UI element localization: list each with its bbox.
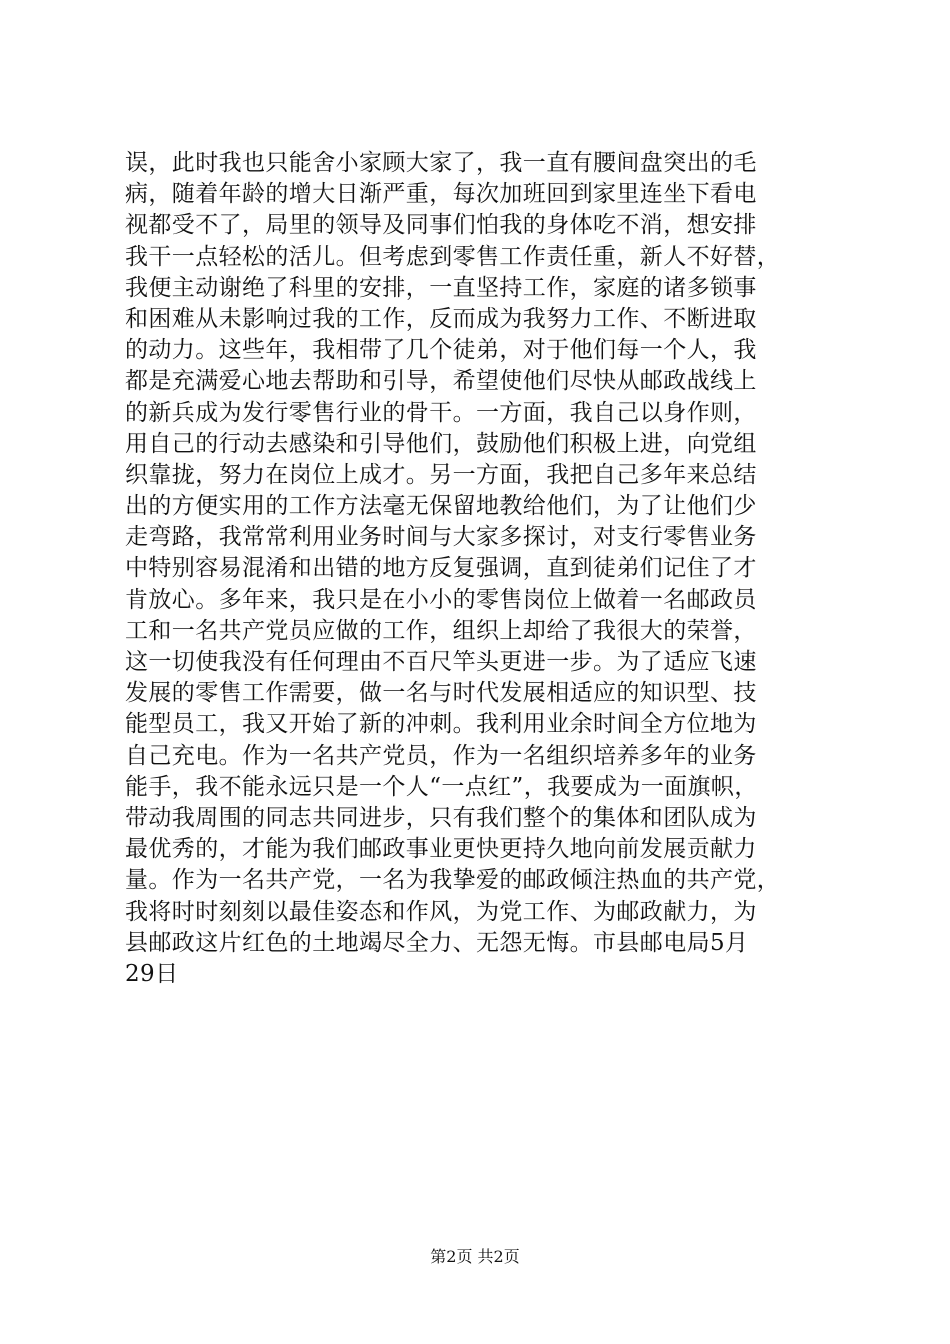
- text-line: 能手，我不能永远只是一个人“一点红”，我要成为一面旗帜，: [125, 773, 758, 800]
- text-line: 都是充满爱心地去帮助和引导，希望使他们尽快从邮政战线上: [125, 368, 757, 395]
- text-line: 量。作为一名共产党，一名为我挚爱的邮政倾注热血的共产党，: [125, 867, 781, 894]
- text-line: 我将时时刻刻以最佳姿态和作风，为党工作、为邮政献力，为: [125, 898, 757, 925]
- text-line: 能型员工，我又开始了新的冲刺。我利用业余时间全方位地为: [125, 711, 757, 738]
- text-line: 病，随着年龄的增大日渐严重，每次加班回到家里连坐下看电: [125, 181, 757, 208]
- page-footer: [0, 1247, 950, 1267]
- text-line: 自己充电。作为一名共产党员，作为一名组织培养多年的业务: [125, 742, 757, 769]
- body-text: [125, 148, 845, 990]
- text-line: 我干一点轻松的活儿。但考虑到零售工作责任重，新人不好替，: [125, 243, 781, 270]
- text-line: 的动力。这些年，我相带了几个徒弟，对于他们每一个人，我: [125, 337, 757, 364]
- text-line: 误，此时我也只能舍小家顾大家了，我一直有腰间盘突出的毛: [125, 150, 757, 176]
- text-line: 中特别容易混淆和出错的地方反复强调，直到徒弟们记住了才: [125, 555, 757, 582]
- text-line: 县邮政这片红色的土地竭尽全力、无怨无悔。市县邮电局5月: [125, 929, 749, 956]
- text-line: 肯放心。多年来，我只是在小小的零售岗位上做着一名邮政员: [125, 586, 757, 613]
- page-number: 第2页 共2页: [430, 1247, 520, 1266]
- text-line: 视都受不了，局里的领导及同事们怕我的身体吃不消，想安排: [125, 212, 757, 239]
- text-line: 最优秀的，才能为我们邮政事业更快更持久地向前发展贡献力: [125, 836, 757, 863]
- text-line: 和困难从未影响过我的工作，反而成为我努力工作、不断进取: [125, 305, 757, 332]
- text-line: 的新兵成为发行零售行业的骨干。一方面，我自己以身作则，: [125, 399, 757, 426]
- text-line: 走弯路，我常常利用业务时间与大家多探讨，对支行零售业务: [125, 524, 757, 551]
- text-line: 带动我周围的同志共同进步，只有我们整个的集体和团队成为: [125, 804, 757, 831]
- text-line: 用自己的行动去感染和引导他们，鼓励他们积极上进，向党组: [125, 430, 757, 457]
- text-line: 织靠拢，努力在岗位上成才。另一方面，我把自己多年来总结: [125, 461, 757, 488]
- text-line: 工和一名共产党员应做的工作，组织上却给了我很大的荣誉，: [125, 617, 757, 644]
- text-line: 这一切使我没有任何理由不百尺竿头更进一步。为了适应飞速: [125, 649, 757, 675]
- text-line: 29日: [125, 960, 179, 987]
- text-line: 出的方便实用的工作方法毫无保留地教给他们，为了让他们少: [125, 493, 757, 520]
- text-line: 我便主动谢绝了科里的安排，一直坚持工作，家庭的诸多锁事: [125, 274, 757, 301]
- text-line: 发展的零售工作需要，做一名与时代发展相适应的知识型、技: [125, 680, 757, 707]
